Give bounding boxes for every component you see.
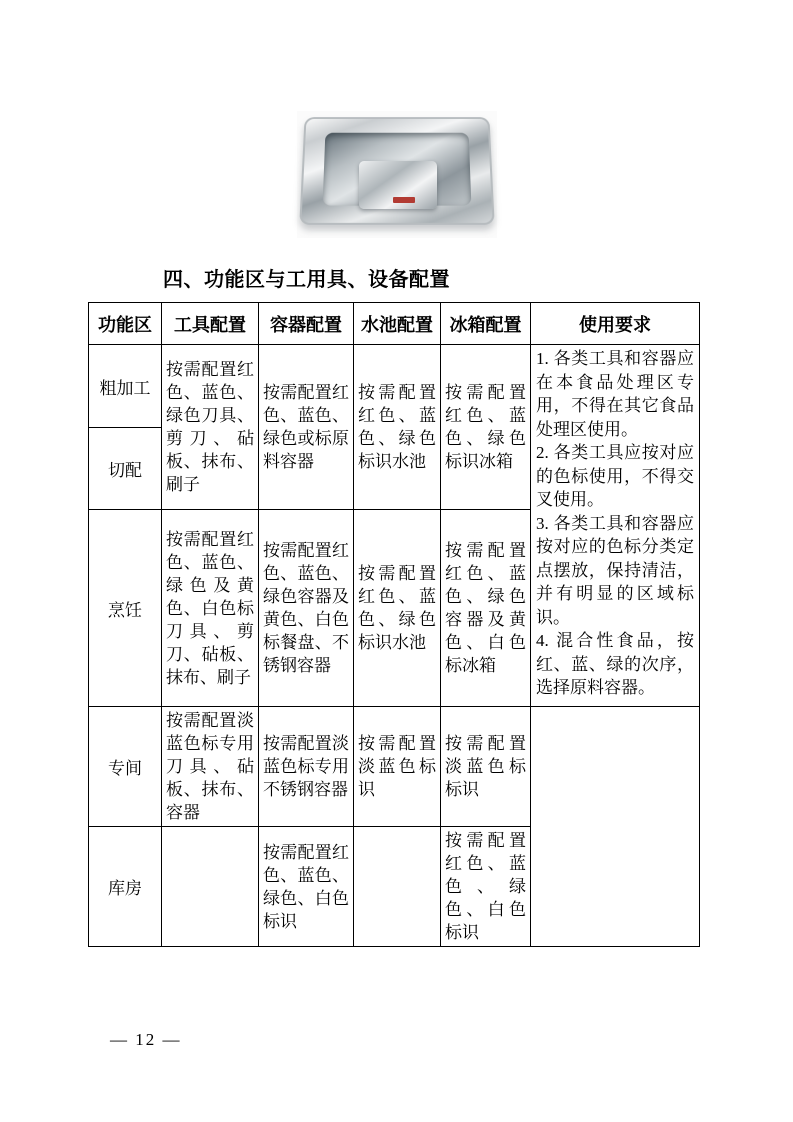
requirement-item: 3. 各类工具和容器应按对应的色标分类定点摆放，保持清洁，并有明显的区域标识。 (536, 513, 694, 627)
header-fridge: 冰箱配置 (441, 303, 531, 345)
cell-cooking-sink: 按需配置红色、蓝色、绿色标识水池 (354, 510, 441, 707)
tray-red-label (393, 197, 415, 203)
requirement-item: 1. 各类工具和容器应在本食品处理区专用，不得在其它食品处理区使用。 (536, 349, 694, 439)
header-tools: 工具配置 (162, 303, 259, 345)
header-sink: 水池配置 (354, 303, 441, 345)
cell-cooking-containers: 按需配置红色、蓝色、绿色容器及黄色、白色标餐盘、不锈钢容器 (259, 510, 354, 707)
tray-photo (297, 111, 497, 238)
cell-cooking-fridge: 按需配置红色、蓝色、绿色容器及黄色、白色标冰箱 (441, 510, 531, 707)
cell-storage-fridge: 按需配置红色、蓝色、绿色、白色标识 (441, 827, 531, 947)
requirement-item: 4. 混合性食品，按红、蓝、绿的次序，选择原料容器。 (536, 631, 694, 697)
cell-special-containers: 按需配置淡蓝色标专用不锈钢容器 (259, 707, 354, 827)
cell-zone-cooking: 烹饪 (89, 510, 162, 707)
cell-cooking-tools: 按需配置红色、蓝色、绿色及黄色、白色标刀具、剪刀、砧板、抹布、刷子 (162, 510, 259, 707)
header-requirements: 使用要求 (531, 303, 700, 345)
cell-usage-requirements (531, 345, 700, 707)
cell-storage-containers: 按需配置红色、蓝色、绿色、白色标识 (259, 827, 354, 947)
header-zone: 功能区 (89, 303, 162, 345)
cell-special-tools: 按需配置淡蓝色标专用刀具、砧板、抹布、容器 (162, 707, 259, 827)
config-table (88, 302, 700, 947)
cell-rough-fridge: 按需配置红色、蓝色、绿色标识冰箱 (441, 345, 531, 510)
cell-rough-sink: 按需配置红色、蓝色、绿色标识水池 (354, 345, 441, 510)
cell-special-sink: 按需配置淡蓝色标识 (354, 707, 441, 827)
cell-usage-requirements-empty (531, 707, 700, 947)
cell-special-fridge: 按需配置淡蓝色标标识 (441, 707, 531, 827)
header-containers: 容器配置 (259, 303, 354, 345)
table-header-row (89, 303, 700, 345)
cell-zone-special: 专间 (89, 707, 162, 827)
section-title: 四、功能区与工用具、设备配置 (163, 269, 450, 291)
table-row (89, 345, 700, 428)
cell-zone-rough: 粗加工 (89, 345, 162, 428)
requirement-item: 2. 各类工具应按对应的色标使用，不得交叉使用。 (536, 443, 694, 509)
table-row (89, 707, 700, 827)
cell-zone-storage: 库房 (89, 827, 162, 947)
cell-rough-containers: 按需配置红色、蓝色、绿色或标原料容器 (259, 345, 354, 510)
cell-storage-sink (354, 827, 441, 947)
cell-rough-tools: 按需配置红色、蓝色、绿色刀具、剪刀、砧板、抹布、刷子 (162, 345, 259, 510)
cell-storage-tools (162, 827, 259, 947)
page-number: — 12 — (110, 1030, 182, 1049)
cell-zone-cutting: 切配 (89, 428, 162, 510)
